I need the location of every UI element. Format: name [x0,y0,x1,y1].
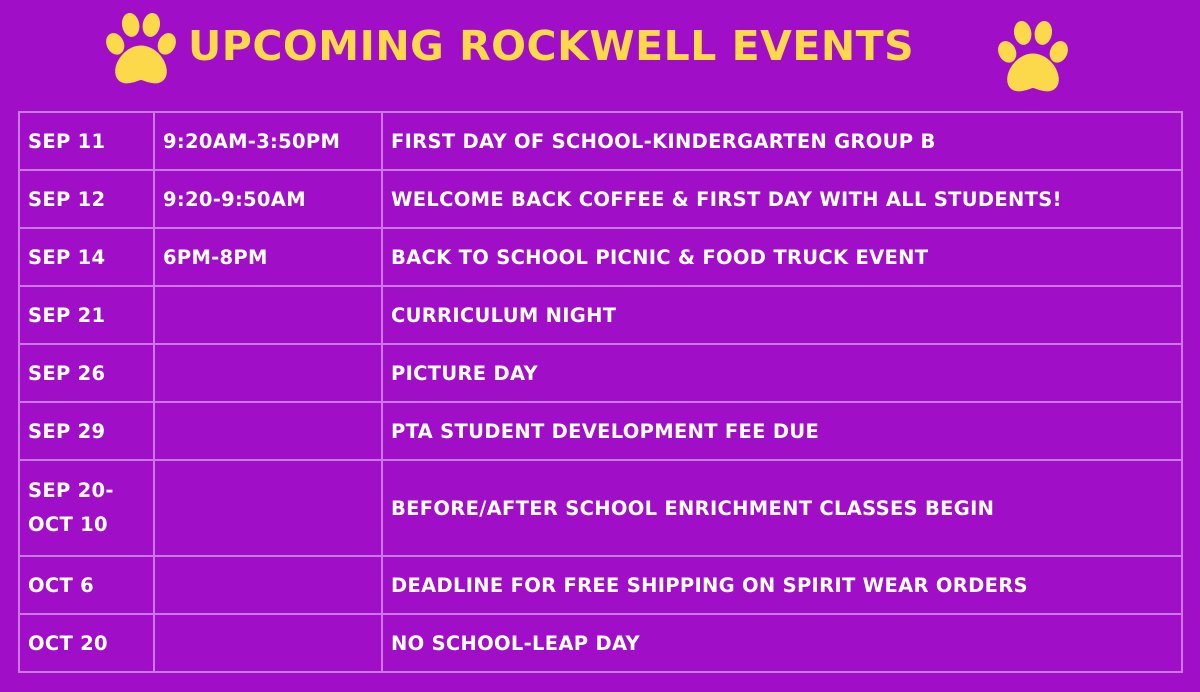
event-date: SEP 11 [19,112,154,170]
event-time [154,286,382,344]
events-table [18,111,1183,673]
event-description: WELCOME BACK COFFEE & FIRST DAY WITH ALL STUDENTS! [382,170,1182,228]
event-time: 6PM-8PM [154,228,382,286]
event-time [154,460,382,556]
table-row [19,556,1182,614]
event-description: PTA STUDENT DEVELOPMENT FEE DUE [382,402,1182,460]
event-time [154,556,382,614]
event-date: SEP 26 [19,344,154,402]
event-time: 9:20AM-3:50PM [154,112,382,170]
event-description: NO SCHOOL-LEAP DAY [382,614,1182,672]
event-time: 9:20-9:50AM [154,170,382,228]
event-date: OCT 20 [19,614,154,672]
event-date: SEP 12 [19,170,154,228]
event-date: SEP 21 [19,286,154,344]
table-row [19,112,1182,170]
event-description: DEADLINE FOR FREE SHIPPING ON SPIRIT WEAR ORDERS [382,556,1182,614]
table-row [19,286,1182,344]
event-description: BACK TO SCHOOL PICNIC & FOOD TRUCK EVENT [382,228,1182,286]
event-date: SEP 29 [19,402,154,460]
event-time [154,344,382,402]
event-description: FIRST DAY OF SCHOOL-KINDERGARTEN GROUP B [382,112,1182,170]
table-row [19,614,1182,672]
event-time [154,402,382,460]
paw-print-icon [98,6,184,92]
event-date: OCT 6 [19,556,154,614]
event-description: PICTURE DAY [382,344,1182,402]
paw-print-icon [990,14,1076,100]
event-date: SEP 20- OCT 10 [19,460,154,556]
table-row [19,170,1182,228]
event-time [154,614,382,672]
table-row [19,344,1182,402]
event-description: CURRICULUM NIGHT [382,286,1182,344]
table-row [19,228,1182,286]
header [0,0,1200,100]
table-row [19,460,1182,556]
event-description: BEFORE/AFTER SCHOOL ENRICHMENT CLASSES BEGIN [382,460,1182,556]
event-date: SEP 14 [19,228,154,286]
table-row [19,402,1182,460]
page-title: UPCOMING ROCKWELL EVENTS [188,22,915,70]
